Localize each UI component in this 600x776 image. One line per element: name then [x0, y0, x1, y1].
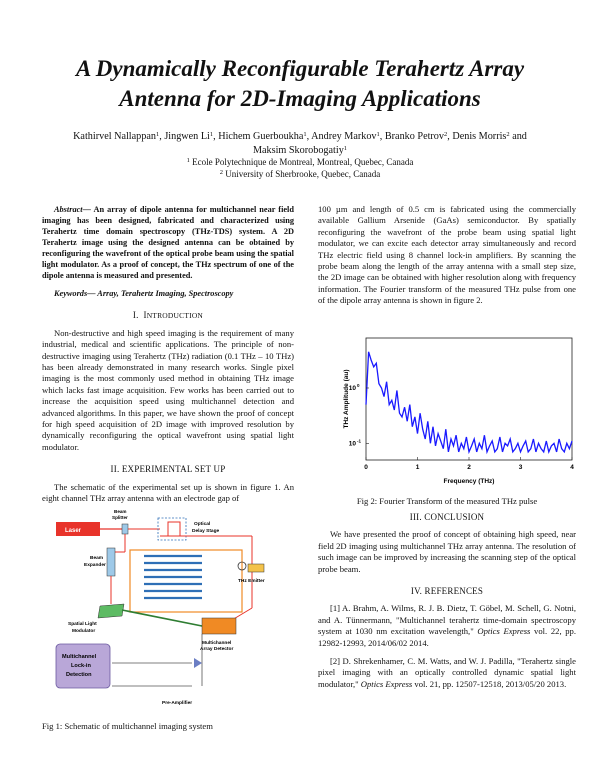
figure-2-chart	[336, 330, 580, 490]
author-sup: 1	[209, 131, 214, 138]
slm	[98, 604, 124, 618]
array-frame	[130, 550, 242, 612]
title-line-1: A Dynamically Reconfigurable Terahertz Array	[75, 56, 525, 81]
lockin-label: Lock-in	[71, 663, 91, 669]
affiliation-2	[60, 168, 540, 180]
reference-text: [2] D. Shrekenhamer, C. M. Watts, and W. J. Padilla, "Terahertz single pixel imaging with an optically controlled dynamic spatial light modulator,"	[318, 656, 576, 689]
slm-label: Modulator	[72, 629, 96, 634]
beam-splitter-label: Beam	[114, 509, 127, 514]
chart-x-tick-label: 1	[415, 464, 420, 471]
reference-text: vol. 21, pp. 12507-12518, 2013/05/20 2013.	[412, 678, 567, 689]
intro-text: Non-destructive and high speed imaging is the requirement of many industrial, medical and scientific applications. The principle of non-destructive imaging using Terahertz (THz) radiation (0.1 THz – 10 THz) has been already demonstrated in many research works. Single pixel imaging is the most commonly used method in obtaining THz image which lacks fast image acquisition. Few works has been carried out to increase the acquisition speed using multichannel detection and advanced algorithms. In this paper, we have shown the proof of concept for high speed acquisition of 2D image with improved resolution by dynamically reconfiguring the optical wavefront using spatial light modulator.	[42, 327, 294, 452]
lockin-label: Detection	[66, 672, 92, 678]
author-sup: 1	[155, 131, 160, 138]
author-name: Jingwen Li	[164, 131, 210, 142]
author-conjunction: and	[512, 131, 527, 142]
author-name: Hichem Guerboukha	[218, 131, 304, 142]
abstract-text: An array of dipole antenna for multichannel near field imaging has been designed, fabricated and characterized using Terahertz time domain spectroscopy (THz-TDS) system. A 2D Terahertz image using the designed antenna can be obtained by reconfiguring the wavefront of the optical probe beam using the spatial light modulator. As a proof of concept, the THz spectrum of one of the dipole antenna is measured and presented.	[42, 205, 294, 280]
slm-label: Spatial Light	[68, 622, 97, 627]
author-name: Kathirvel Nallappan	[73, 131, 156, 142]
reference-1	[318, 603, 576, 649]
title-line-2: Antenna for 2D-Imaging Applications	[119, 86, 481, 111]
chart-x-tick-label: 2	[467, 464, 471, 471]
left-column	[42, 204, 294, 505]
conclusion-text: We have presented the proof of concept of obtaining high speed, near field 2D imaging using multichannel THz array antenna. The resolution of such image can be improved by increasing the scanning step of the optical probe beam.	[318, 529, 576, 574]
affiliation-text: University of Sherbrooke, Quebec, Canada	[225, 169, 381, 179]
array-detector	[202, 618, 236, 634]
beam-splitter-label: Splitter	[112, 515, 128, 520]
reference-journal: Optics Express	[360, 678, 413, 689]
reference-text: vol. 22, pp. 12982-12993, 2014/06/02 2014.	[318, 626, 576, 648]
delay-mirror	[168, 522, 180, 536]
keywords-label: Keywords—	[54, 289, 96, 298]
intro-heading	[42, 310, 294, 321]
delay-label: Delay Stage	[192, 529, 220, 534]
affiliations	[60, 156, 540, 180]
expander-label: Expander	[84, 563, 106, 568]
right-column	[318, 204, 576, 307]
figure-2-caption: Fig 2: Fourier Transform of the measured THz pulse	[356, 496, 538, 506]
chart-x-axis	[364, 457, 574, 471]
chart-x-tick-label: 4	[570, 464, 574, 471]
chart-y-tick-exponent: -1	[357, 438, 362, 444]
abstract-label: Abstract—	[54, 205, 91, 214]
references-heading: IV. REFERENCES	[410, 586, 484, 597]
reference-journal: Optics Express	[477, 626, 531, 637]
affiliation-text: Ecole Polytechnique de Montreal, Montreal, Quebec, Canada	[192, 157, 414, 167]
laser-label: Laser	[65, 528, 82, 534]
chart-xlabel: Frequency (THz)	[443, 478, 495, 485]
reference-text: [1] A. Brahm, A. Wilms, R. J. B. Dietz, T. Göbel, M. Schell, G. Notni, and A. Tünnermann, "Multichannel terahertz time-domain spectroscopy system at 1030 nm excitation wavelength,"	[318, 603, 576, 637]
right-text: 100 µm and length of 0.5 cm is fabricated using the commercially available Gallium Arsenide (GaAs) semiconductor. By spatially reconfiguring the wavefront of the probe beam using spatial light modulator, we can excite each detector array simultaneously and record THz electric field using 8 channel lock-in amplifiers. By scanning the probe beam along the length of the array antenna with a small step size, the 2D image can be obtained with higher resolution along with frequency information. The Fourier transform of the measured THz pulse from one of the dipole array antenna is shown in figure 2.	[318, 204, 576, 306]
keywords	[42, 288, 294, 299]
chart-y-tick-exponent: 0	[357, 382, 360, 388]
section-number: I.	[132, 310, 139, 321]
author-sup: 2	[444, 131, 448, 138]
chart-ylabel: THz Amplitude (au)	[343, 369, 350, 429]
author-name: Andrey Markov	[311, 131, 377, 142]
array-label: Array Detector	[200, 647, 234, 652]
chart-x-tick-label: 0	[364, 464, 368, 471]
author-name: Denis Morris	[452, 131, 507, 142]
thz-path	[122, 610, 212, 628]
thz-emitter-label: THz Emitter	[238, 579, 265, 584]
affiliation-sup: 1	[186, 157, 190, 164]
conclusion-heading: III. CONCLUSION	[409, 512, 485, 522]
affiliation-1	[60, 156, 540, 168]
preamp-label: Pre-Amplifier	[162, 701, 193, 706]
delay-label: Optical	[194, 522, 211, 527]
chart-series-line	[366, 352, 572, 452]
abstract	[42, 204, 294, 281]
exp-text: The schematic of the experimental set up is shown in figure 1. An eight channel THz array antenna with an electrode gap of	[42, 481, 294, 504]
reference-2	[318, 656, 576, 690]
array-electrodes	[144, 556, 202, 598]
chart-x-tick-label: 3	[518, 464, 523, 471]
delay-stage-box	[158, 518, 186, 540]
author-name: Maksim Skorobogatiy	[252, 144, 344, 156]
beam-expander	[107, 548, 115, 576]
author-sup: 1	[343, 144, 348, 152]
expander-label: Beam	[90, 556, 104, 561]
array-label: Multichannel	[202, 641, 232, 646]
paper-title	[40, 54, 560, 114]
chart-y-tick-label: 10	[348, 384, 356, 392]
chart-y-tick-label: 10	[348, 440, 356, 448]
thz-emitter	[248, 564, 264, 572]
right-column-lower	[318, 512, 576, 697]
exp-heading: II. EXPERIMENTAL SET UP	[110, 464, 226, 475]
figure-1-schematic	[52, 508, 292, 718]
author-name: Branko Petrov	[384, 131, 444, 142]
preamp-icon	[194, 658, 202, 668]
affiliation-sup: 2	[219, 169, 224, 176]
author-sup: 1	[303, 131, 307, 138]
lockin-label: Multichannel	[62, 654, 97, 660]
section-smallcaps: NTRODUCTION	[146, 311, 204, 321]
figure-1-caption: Fig 1: Schematic of multichannel imaging system	[42, 721, 213, 731]
beam-splitter	[122, 524, 128, 534]
author-sup: 2	[506, 131, 510, 138]
chart-plot-area	[366, 338, 572, 460]
author-list: Kathirvel Nallappan$^1$, Jingwen Li$^1$, Hichem Guerboukha$^1$, Andrey Markov$^1$, Branko Petrov$^2$, Denis Morris$^2$ and Maksim Skorobogatiy$^1$	[73, 131, 527, 156]
author-sup: 1	[376, 131, 380, 138]
keywords-text: Array, Terahertz Imaging, Spectroscopy	[97, 289, 234, 298]
section-initial: I	[143, 310, 147, 321]
